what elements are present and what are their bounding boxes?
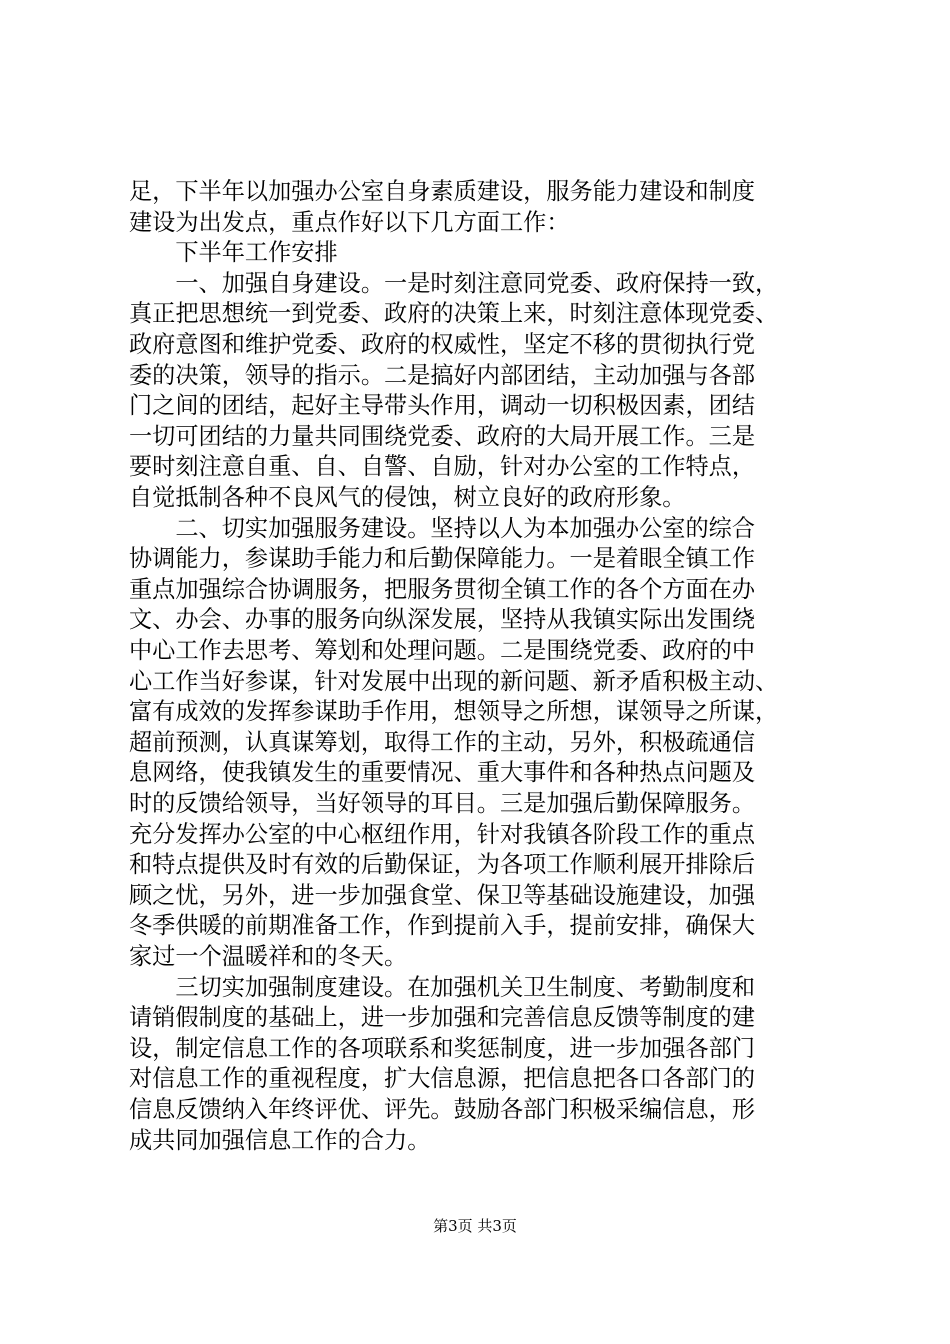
text-line: 自觉抵制各种不良风气的侵蚀，树立良好的政府形象。 xyxy=(129,484,686,511)
text-line: 协调能力，参谋助手能力和后勤保障能力。一是着眼全镇工作 xyxy=(129,545,756,573)
text-line: 成共同加强信息工作的合力。 xyxy=(129,1126,431,1154)
text-line: 三切实加强制度建设。在加强机关卫生制度、考勤制度和 xyxy=(129,973,756,1001)
text-line: 一、加强自身建设。一是时刻注意同党委、政府保持一致， xyxy=(129,269,779,297)
text-line: 顾之忧，另外，进一步加强食堂、保卫等基础设施建设，加强 xyxy=(129,881,756,909)
text-line: 超前预测，认真谋筹划，取得工作的主动，另外，积极疏通信 xyxy=(129,728,756,756)
text-line: 冬季供暖的前期准备工作，作到提前入手，提前安排，确保大 xyxy=(129,912,756,940)
page-footer: 第3页 共3页 xyxy=(433,1217,517,1235)
text-line: 下半年工作安排 xyxy=(129,239,338,267)
text-line: 建设为出发点，重点作好以下几方面工作： xyxy=(129,208,570,236)
text-line: 委的决策，领导的指示。二是搞好内部团结，主动加强与各部 xyxy=(129,361,756,389)
text-line: 要时刻注意自重、自、自警、自励，针对办公室的工作特点， xyxy=(129,453,756,481)
text-line: 政府意图和维护党委、政府的权威性，坚定不移的贯彻执行党 xyxy=(129,331,756,358)
text-line: 家过一个温暖祥和的冬天。 xyxy=(129,943,408,970)
text-line: 对信息工作的重视程度，扩大信息源，把信息把各口各部门的 xyxy=(129,1065,756,1093)
text-line: 心工作当好参谋，针对发展中出现的新问题、新矛盾积极主动、 xyxy=(129,667,779,695)
text-line: 和特点提供及时有效的后勤保证，为各项工作顺利展开排除后 xyxy=(129,851,756,879)
text-line: 时的反馈给领导，当好领导的耳目。三是加强后勤保障服务。 xyxy=(129,790,756,817)
text-line: 二、切实加强服务建设。坚持以人为本加强办公室的综合 xyxy=(129,514,756,542)
text-line: 充分发挥办公室的中心枢纽作用，针对我镇各阶段工作的重点 xyxy=(129,820,756,848)
text-line: 真正把思想统一到党委、政府的决策上来，时刻注意体现党委、 xyxy=(129,300,779,328)
text-line: 富有成效的发挥参谋助手作用，想领导之所想，谋领导之所谋， xyxy=(129,698,779,726)
text-line: 重点加强综合协调服务，把服务贯彻全镇工作的各个方面在办 xyxy=(129,575,756,603)
text-line: 门之间的团结，起好主导带头作用，调动一切积极因素，团结 xyxy=(129,392,756,420)
text-line: 文、办会、办事的服务向纵深发展，坚持从我镇实际出发围绕 xyxy=(129,606,756,634)
text-line: 中心工作去思考、筹划和处理问题。二是围绕党委、政府的中 xyxy=(129,637,756,664)
text-line: 息网络，使我镇发生的重要情况、重大事件和各种热点问题及 xyxy=(129,759,756,787)
text-line: 一切可团结的力量共同围绕党委、政府的大局开展工作。三是 xyxy=(129,422,756,450)
text-line: 请销假制度的基础上，进一步加强和完善信息反馈等制度的建 xyxy=(129,1004,756,1032)
text-line: 足，下半年以加强办公室自身素质建设，服务能力建设和制度 xyxy=(129,178,756,205)
text-line: 设，制定信息工作的各项联系和奖惩制度，进一步加强各部门 xyxy=(129,1034,756,1062)
text-line: 信息反馈纳入年终评优、评先。鼓励各部门积极采编信息，形 xyxy=(129,1096,756,1123)
